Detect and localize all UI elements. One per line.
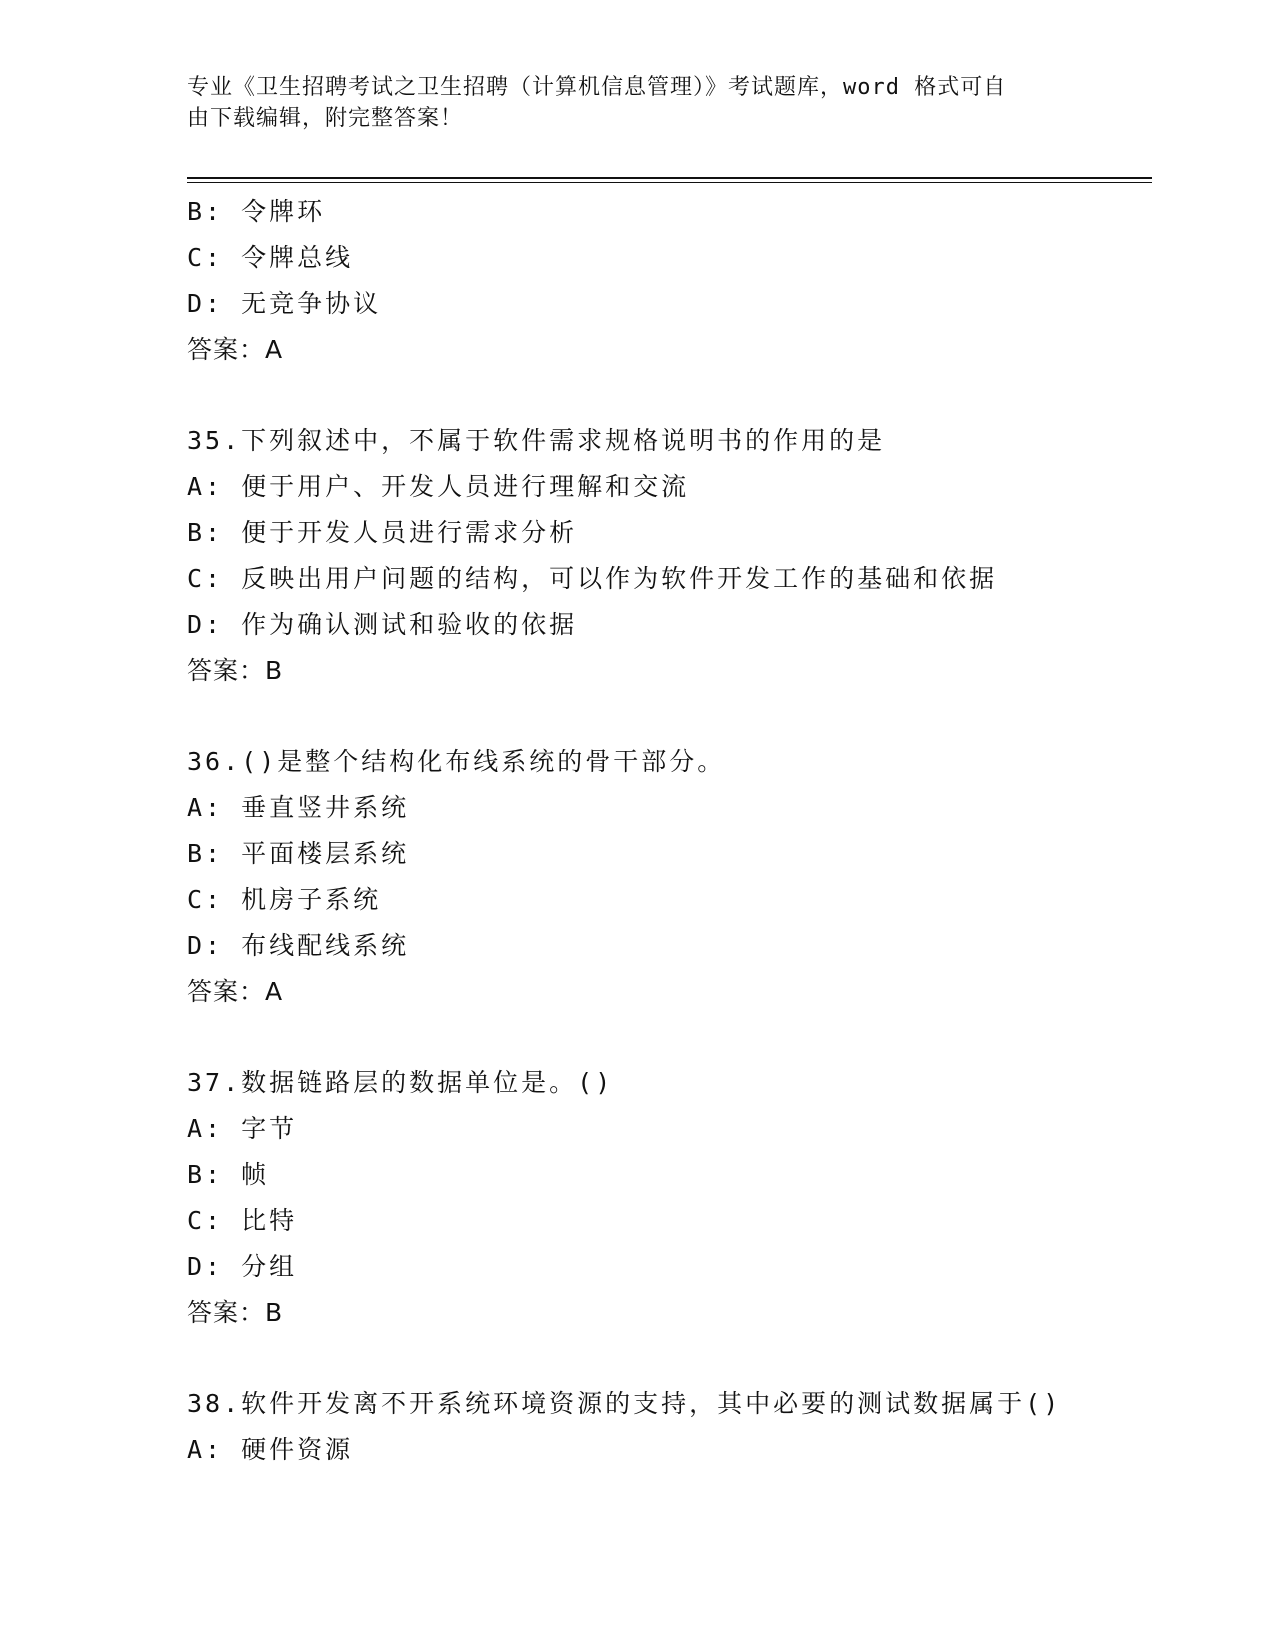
answer-line: 答案：B (187, 656, 284, 685)
document-header (187, 72, 1067, 134)
question-34-continued (187, 189, 1152, 373)
option-c: C: 令牌总线 (187, 243, 354, 272)
option-c: C: 反映出用户问题的结构，可以作为软件开发工作的基础和依据 (187, 564, 998, 593)
answer-line: 答案：A (187, 335, 284, 364)
question-stem: 37.数据链路层的数据单位是。() (187, 1068, 614, 1097)
header-line-2: 由下载编辑，附完整答案！ (187, 106, 464, 131)
question-38 (187, 1381, 1152, 1473)
option-b: B: 便于开发人员进行需求分析 (187, 518, 578, 547)
header-divider (187, 177, 1152, 183)
option-c: C: 机房子系统 (187, 885, 382, 914)
option-a: A: 硬件资源 (187, 1435, 354, 1464)
option-d: D: 作为确认测试和验收的依据 (187, 610, 578, 639)
option-b: B: 帧 (187, 1160, 270, 1189)
option-a: A: 字节 (187, 1114, 298, 1143)
option-a: A: 垂直竖井系统 (187, 793, 410, 822)
option-c: C: 比特 (187, 1206, 298, 1235)
option-b: B: 平面楼层系统 (187, 839, 410, 868)
question-stem: 36.()是整个结构化布线系统的骨干部分。 (187, 747, 726, 776)
option-a: A: 便于用户、开发人员进行理解和交流 (187, 472, 690, 501)
question-list (187, 189, 1152, 1473)
option-d: D: 布线配线系统 (187, 931, 410, 960)
answer-line: 答案：A (187, 977, 284, 1006)
option-d: D: 无竞争协议 (187, 289, 382, 318)
question-stem: 35.下列叙述中，不属于软件需求规格说明书的作用的是 (187, 426, 886, 455)
option-b: B: 令牌环 (187, 197, 326, 226)
question-35 (187, 418, 1152, 694)
question-37 (187, 1060, 1152, 1336)
answer-line: 答案：B (187, 1298, 284, 1327)
option-d: D: 分组 (187, 1252, 298, 1281)
question-stem: 38.软件开发离不开系统环境资源的支持，其中必要的测试数据属于() (187, 1389, 1062, 1418)
question-36 (187, 739, 1152, 1015)
header-line-1: 专业《卫生招聘考试之卫生招聘（计算机信息管理）》考试题库，word 格式可自 (187, 75, 1007, 100)
